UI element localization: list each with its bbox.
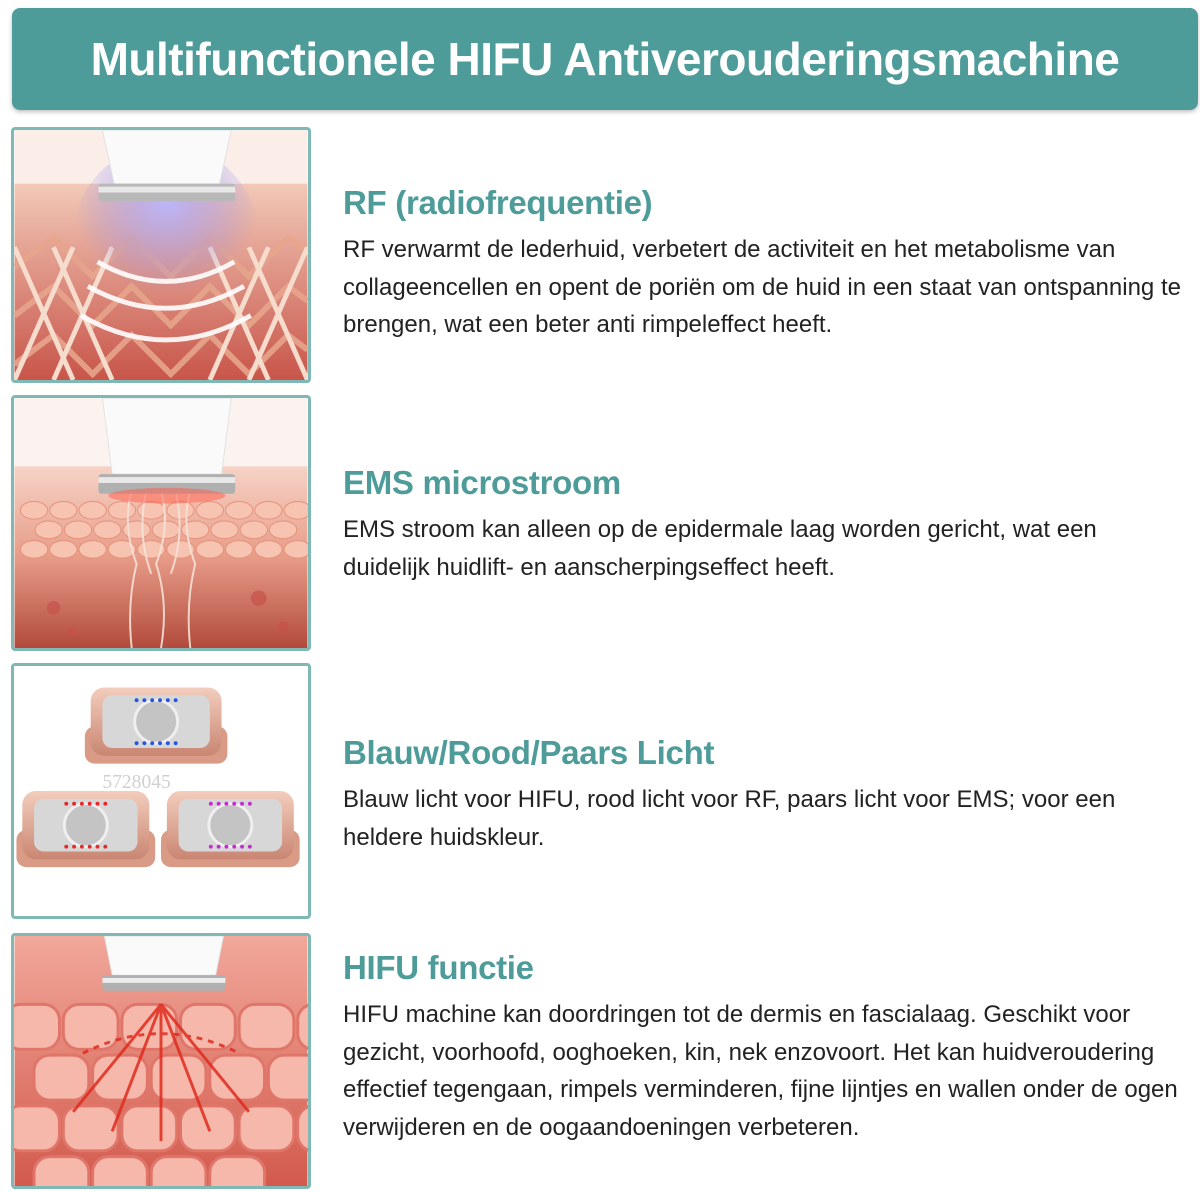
ems-treatment-image-icon bbox=[14, 398, 308, 648]
ems-description: EMS stroom kan alleen op de epidermale laag worden gericht, wat een duidelijk huidlift- en aanscherpingseffect heeft. bbox=[343, 516, 1097, 581]
title-banner bbox=[12, 8, 1198, 110]
image-watermark: 5728045 bbox=[102, 772, 171, 794]
hifu-section bbox=[343, 948, 1183, 1146]
light-description: Blauw licht voor HIFU, rood licht voor RF, paars licht voor EMS; voor een heldere huidskleur. bbox=[343, 786, 1116, 851]
rf-description: RF verwarmt de lederhuid, verbetert de activiteit en het metabolisme van collageencellen en opent de poriën om de huid in een staat van ontspanning te brengen, wat een beter anti rimpeleffect heeft. bbox=[343, 236, 1181, 338]
light-section bbox=[343, 733, 1183, 856]
rf-treatment-image-icon bbox=[14, 130, 308, 380]
ems-image-tile bbox=[11, 395, 311, 651]
ems-title: EMS microstroom bbox=[343, 464, 621, 501]
hifu-description: HIFU machine kan doordringen tot de dermis en fascialaag. Geschikt voor gezicht, voorhoofd, ooghoeken, kin, nek enzovoort. Het kan huidveroudering effectief tegengaan, rimpels verminderen, fijne lijntjes en wallen onder de ogen verwijderen en de oogaandoeningen verbeteren. bbox=[343, 1001, 1178, 1141]
rf-section bbox=[343, 183, 1183, 344]
light-heads-image-icon bbox=[14, 666, 308, 916]
hifu-image-tile bbox=[11, 933, 311, 1189]
hifu-treatment-image-icon bbox=[14, 936, 308, 1186]
light-title: Blauw/Rood/Paars Licht bbox=[343, 734, 715, 771]
page-title: Multifunctionele HIFU Antiverouderingsmachine bbox=[90, 33, 1120, 85]
rf-image-tile bbox=[11, 127, 311, 383]
rf-title: RF (radiofrequentie) bbox=[343, 184, 653, 221]
hifu-title: HIFU functie bbox=[343, 949, 534, 986]
light-image-tile bbox=[11, 663, 311, 919]
ems-section bbox=[343, 463, 1183, 586]
